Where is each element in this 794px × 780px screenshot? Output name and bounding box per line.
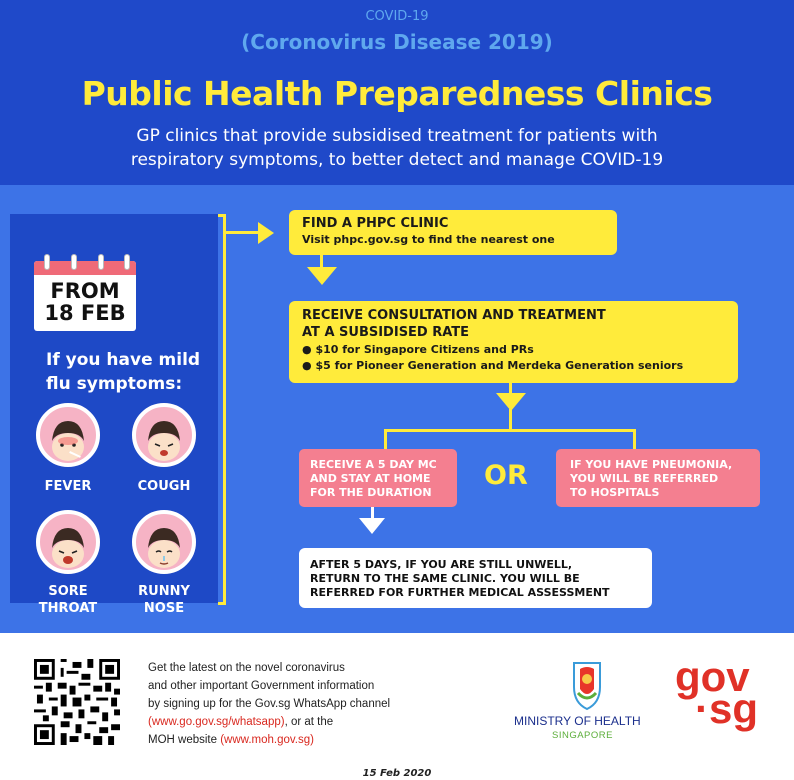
bullet-icon: ● [302, 343, 316, 356]
symptom-label-line: RUNNY [138, 584, 190, 599]
footer-text-fragment: , or at the [284, 716, 334, 728]
step-text: Visit phpc.gov.sg to find the nearest one [302, 233, 555, 246]
option-line: TO HOSPITALS [570, 486, 660, 499]
calendar-ring [44, 254, 50, 270]
calendar-ring [124, 254, 130, 270]
footer-text-fragment: MOH website [148, 734, 221, 746]
eyebrow-disease-name: (Coronovirus Disease 2019) [241, 30, 553, 54]
moh-website-link[interactable]: (www.moh.gov.sg) [220, 734, 314, 746]
govsg-logo [675, 653, 758, 732]
footer-line: and other important Government information [148, 680, 375, 692]
panel-bracket [218, 214, 226, 605]
step-title: AT A SUBSIDISED RATE [302, 325, 470, 340]
mild-line: If you have mild [46, 350, 201, 370]
sore-throat-child-icon [36, 510, 100, 574]
step-title: RECEIVE CONSULTATION AND TREATMENT [302, 308, 606, 323]
symptoms-panel [10, 214, 218, 616]
option-line: IF YOU HAVE PNEUMONIA, [570, 458, 733, 471]
calendar-ring [98, 254, 104, 270]
footer-line: Get the latest on the novel coronavirus [148, 662, 345, 674]
option-line: YOU WILL BE REFERRED [570, 472, 719, 485]
whatsapp-link[interactable]: (www.go.gov.sg/whatsapp) [148, 716, 285, 728]
arrow-down-icon [307, 267, 337, 285]
calendar-ring [71, 254, 77, 270]
page-subtitle [0, 124, 794, 172]
connector-line [509, 409, 512, 431]
govsg-logo-gov: gov [675, 653, 750, 700]
footer [0, 633, 794, 780]
fever-child-icon [36, 403, 100, 467]
mild-symptoms-heading [46, 348, 200, 396]
footer-line [148, 713, 448, 731]
followup-line: AFTER 5 DAYS, IF YOU ARE STILL UNWELL, [310, 558, 573, 571]
date-label: 18 FEB [44, 301, 126, 325]
symptom-label-line: SORE [48, 584, 88, 599]
footer-line: by signing up for the Gov.sg WhatsApp channel [148, 698, 391, 710]
option-stay-home [299, 449, 457, 507]
bullet-text: $10 for Singapore Citizens and PRs [315, 343, 534, 356]
followup-line: REFERRED FOR FURTHER MEDICAL ASSESSMENT [310, 586, 610, 599]
main-section [0, 185, 794, 633]
option-line: FOR THE DURATION [310, 486, 432, 499]
moh-crest-icon [572, 659, 602, 711]
sore-throat-label [28, 583, 108, 617]
govsg-logo-sg: ·sg [695, 685, 758, 732]
qr-code-icon[interactable] [34, 659, 120, 745]
or-label: OR [484, 460, 528, 491]
page-title: Public Health Preparedness Clinics [81, 74, 713, 113]
eyebrow-covid: COVID-19 [365, 9, 429, 24]
moh-country: SINGAPORE [552, 730, 613, 741]
symptom-label-line: THROAT [38, 601, 98, 616]
from-date [34, 280, 136, 324]
footer-info-text [148, 659, 448, 749]
followup-line: RETURN TO THE SAME CLINIC. YOU WILL BE [310, 572, 580, 585]
cough-label [124, 478, 204, 495]
cough-child-icon [132, 403, 196, 467]
connector-line [226, 231, 262, 234]
arrow-right-icon [258, 222, 274, 244]
symptom-label-line: COUGH [137, 479, 191, 494]
step-title: FIND A PHPC CLINIC [302, 216, 449, 231]
connector-line [384, 429, 387, 449]
step-consultation [289, 301, 738, 383]
followup-box [299, 548, 652, 608]
connector-line [384, 429, 636, 432]
fever-label [28, 478, 108, 495]
runny-nose-label [124, 583, 204, 617]
bullet-icon: ● [302, 359, 316, 372]
subtitle-line: GP clinics that provide subsidised treatment for patients with [136, 126, 658, 146]
symptom-label-line: NOSE [143, 601, 185, 616]
connector-line [633, 429, 636, 449]
arrow-down-icon [359, 518, 385, 534]
calendar-rings [44, 254, 134, 268]
bullet-item [302, 342, 738, 358]
mild-line: flu symptoms: [46, 374, 183, 394]
symptom-label-line: FEVER [44, 479, 92, 494]
footer-line [148, 731, 448, 749]
option-line: AND STAY AT HOME [310, 472, 431, 485]
header-banner [0, 0, 794, 185]
from-label: FROM [50, 279, 120, 303]
option-line: RECEIVE A 5 DAY MC [310, 458, 437, 471]
moh-name: MINISTRY OF HEALTH [514, 714, 641, 728]
runny-nose-child-icon [132, 510, 196, 574]
bullet-text: $5 for Pioneer Generation and Merdeka Generation seniors [315, 359, 684, 372]
calendar-icon [34, 261, 136, 331]
publish-date: 15 Feb 2020 [362, 768, 432, 779]
subtitle-line: respiratory symptoms, to better detect and manage COVID-19 [130, 150, 664, 170]
option-pneumonia [556, 449, 760, 507]
step-find-clinic [289, 210, 617, 255]
bullet-item [302, 358, 738, 374]
